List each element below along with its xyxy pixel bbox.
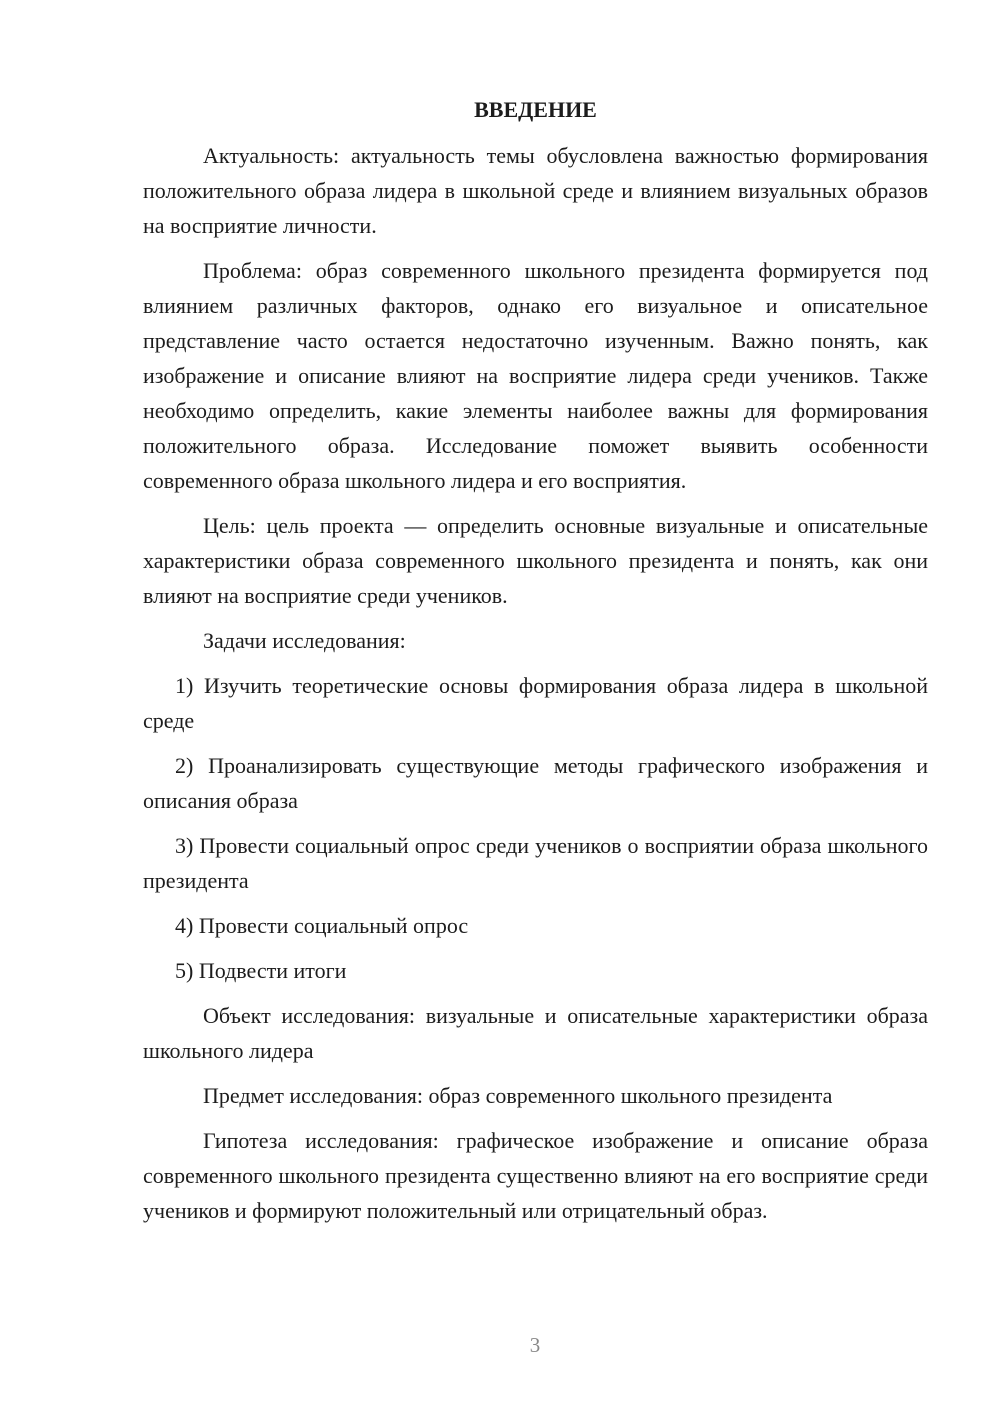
goal-paragraph: Цель: цель проекта — определить основные визуальные и описательные характеристики образа современного школьного президента и понять, как они влияют на восприятие среди учеников. bbox=[143, 513, 928, 608]
page-number: 3 bbox=[529, 1333, 541, 1357]
task-item-5: 5) Подвести итоги bbox=[175, 958, 347, 983]
page-title: ВВЕДЕНИЕ bbox=[474, 97, 597, 122]
relevance-paragraph: Актуальность: актуальность темы обусловлена важностью формирования положительного образа лидера в школьной среде и влиянием визуальных образов на восприятие личности. bbox=[143, 143, 928, 238]
task-item-3: 3) Провести социальный опрос среди учеников о восприятии образа школьного президента bbox=[143, 833, 928, 893]
task-item-1: 1) Изучить теоретические основы формирования образа лидера в школьной среде bbox=[143, 673, 928, 733]
task-item-4: 4) Провести социальный опрос bbox=[175, 913, 469, 938]
hypothesis-paragraph: Гипотеза исследования: графическое изображение и описание образа современного школьного президента существенно влияют на его восприятие среди учеников и формируют положительный или отрицательный образ. bbox=[143, 1128, 928, 1223]
tasks-heading: Задачи исследования: bbox=[203, 628, 406, 653]
subject-paragraph: Предмет исследования: образ современного школьного президента bbox=[203, 1083, 833, 1108]
problem-paragraph: Проблема: образ современного школьного президента формируется под влиянием различных факторов, однако его визуальное и описательное представление часто остается недостаточно изученным. Важно понять, как изображение и описание влияют на восприятие лидера среди учеников. Также необходимо определить, какие элементы наиболее важны для формирования положительного образа. Исследование поможет выявить особенности современного образа школьного лидера и его восприятия. bbox=[143, 258, 928, 493]
task-item-2: 2) Проанализировать существующие методы графического изображения и описания образа bbox=[143, 753, 928, 813]
object-paragraph: Объект исследования: визуальные и описательные характеристики образа школьного лидера bbox=[143, 1003, 928, 1063]
document-page bbox=[143, 92, 928, 1238]
